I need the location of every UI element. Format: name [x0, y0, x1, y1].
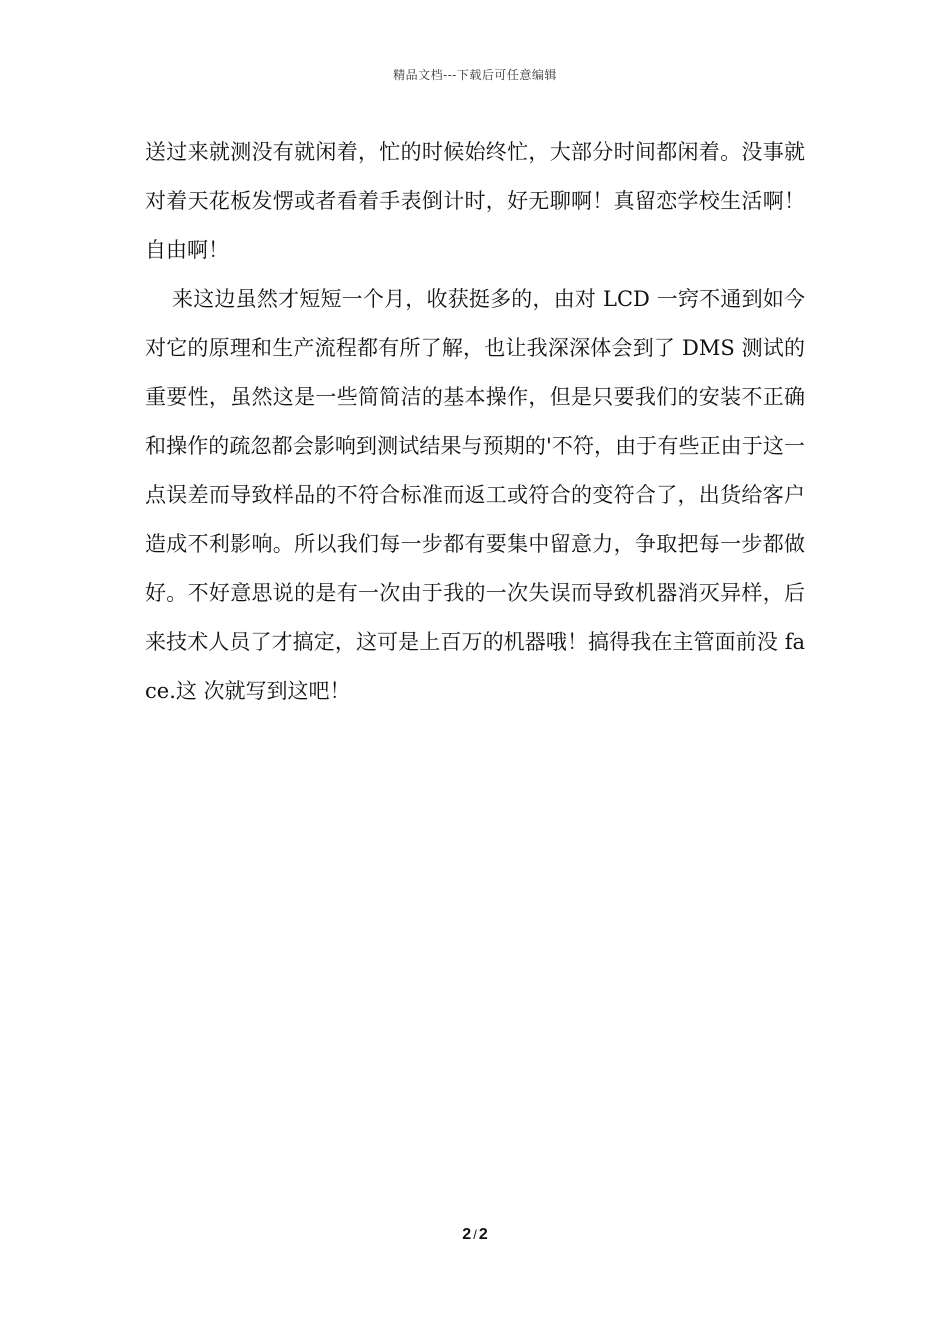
- page-number-current: 2: [462, 1226, 472, 1243]
- page-number: [0, 1226, 950, 1244]
- page-header: 精品文档---下载后可任意编辑: [393, 68, 557, 82]
- document-body: [145, 128, 805, 716]
- page-number-total: 2: [478, 1226, 488, 1243]
- paragraph-2: 来这边虽然才短短一个月，收获挺多的，由对 LCD 一窍不通到如今对它的原理和生产流程都有所了解，也让我深深体会到了 DMS 测试的重要性，虽然这是一些简简洁的基本操作，但是只要我们的安装不正确和操作的疏忽都会影响到测试结果与预期的'不符，由于有些正由于这一点误差而导致样品的不符合标准而返工或符合的变符合了，出货给客户造成不利影响。所以我们每一步都有要集中留意力，争取把每一步都做好。不好意思说的是有一次由于我的一次失误而导致机器消灭异样，后来技术人员了才搞定，这可是上百万的机器哦！搞得我在主管面前没 face.这 次就写到这吧！: [145, 287, 805, 703]
- page-number-separator: /: [473, 1227, 477, 1242]
- paragraph-1: 送过来就测没有就闲着，忙的时候始终忙，大部分时间都闲着。没事就对着天花板发愣或者看着手表倒计时，好无聊啊！真留恋学校生活啊！自由啊！: [145, 140, 805, 262]
